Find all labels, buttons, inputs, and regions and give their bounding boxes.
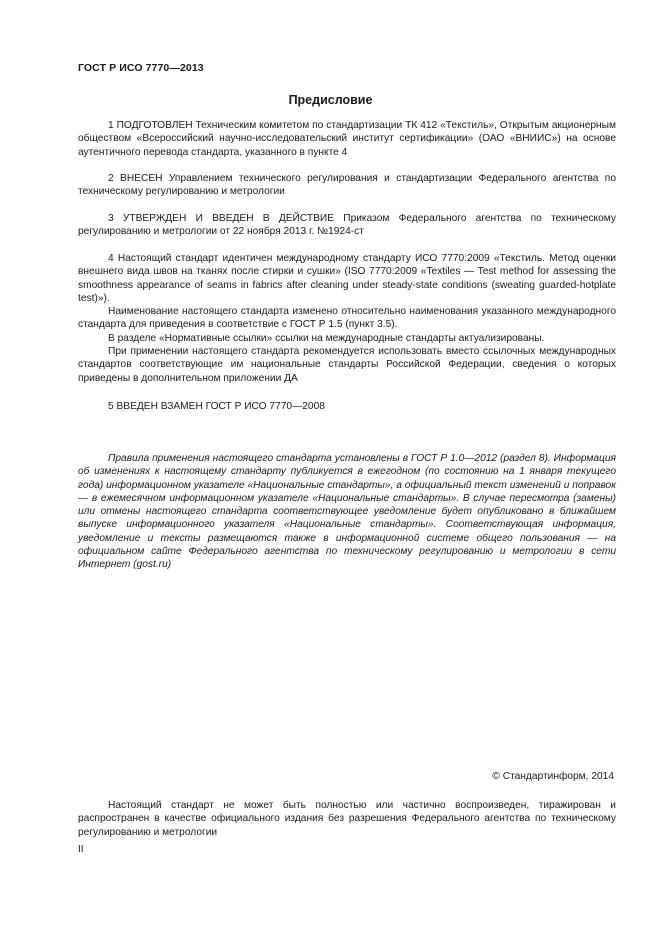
reproduction-notice <box>78 799 616 839</box>
foreword-paragraph: 5 ВВЕДЕН ВЗАМЕН ГОСТ Р ИСО 7770—2008 <box>108 401 325 412</box>
page-title: Предисловие <box>288 93 373 107</box>
foreword-paragraph: Наименование настоящего стандарта изменено относительно наименования указанного международного стандарта для приведения в соответствие с ГОСТ Р 1.5 (пункт 3.5). <box>78 306 616 331</box>
foreword-paragraph: 3 УТВЕРЖДЕН И ВВЕДЕН В ДЕЙСТВИЕ Приказом Федерального агентства по техническому регулированию и метрологии от 22 ноября 2013 г. №1924-ст <box>78 213 616 238</box>
foreword-item-4 <box>78 252 616 385</box>
foreword-paragraph: 1 ПОДГОТОВЛЕН Техническим комитетом по стандартизации ТК 412 «Текстиль», Открытым акционерным обществом «Всероссийский научно-исследовательский институт сертификации» (ОАО «ВНИИС») на основе аутентичного перевода стандарта, указанного в пункте 4 <box>78 120 616 158</box>
foreword-item-5 <box>78 400 616 413</box>
application-notice <box>78 452 616 572</box>
document-code-header: ГОСТ Р ИСО 7770—2013 <box>78 62 204 74</box>
foreword-item-1 <box>78 119 616 159</box>
foreword-paragraph: В разделе «Нормативные ссылки» ссылки на международные стандарты актуализированы. <box>108 332 545 344</box>
notice-paragraph: Правила применения настоящего стандарта установлены в ГОСТ Р 1.0—2012 (раздел 8). Информация об изменениях к настоящему стандарту публикуется в ежегодном (по состоянию на 1 января текущего года) информационном указателе «Национальные стандарты», а официальный текст изменений и поправок — в ежемесячном информационном указателе «Национальные стандарты». В случае пересмотра (замены) или отмены настоящего стандарта соответствующее уведомление будет опубликовано в ближайшем выпуске информационного указателя «Национальные стандарты». Соответствующая информация, уведомление и тексты размещаются также в информационной системе общего пользования — на официальном сайте Федерального агентства по техническому регулированию и метрологии в сети Интернет (gost.ru) <box>78 453 616 571</box>
foreword-paragraph: 2 ВНЕСЕН Управлением технического регулирования и стандартизации Федерального агентства по техническому регулированию и метрологии <box>78 173 616 198</box>
foreword-item-3 <box>78 212 616 239</box>
foreword-item-2 <box>78 172 616 199</box>
foreword-paragraph: 4 Настоящий стандарт идентичен международному стандарту ИСО 7770:2009 «Текстиль. Метод оценки внешнего вида швов на тканях после стирки и сушки» (ISO 7770:2009 «Textiles — Test method for assessing the smoothness appearance of seams in fabrics after cleaning under steady-state conditions (sweating guarded-hotplate test)»). <box>78 253 616 304</box>
footer-paragraph: Настоящий стандарт не может быть полностью или частично воспроизведен, тиражирован и распространен в качестве официального издания без разрешения Федерального агентства по техническому регулированию и метрологии <box>78 800 616 838</box>
foreword-paragraph: При применении настоящего стандарта рекомендуется использовать вместо ссылочных международных стандартов соответствующие им национальные стандарты Российской Федерации, сведения о которых приведены в дополнительном приложении ДА <box>78 346 616 384</box>
copyright-line: © Стандартинформ, 2014 <box>492 771 614 782</box>
page-number: II <box>78 844 84 855</box>
